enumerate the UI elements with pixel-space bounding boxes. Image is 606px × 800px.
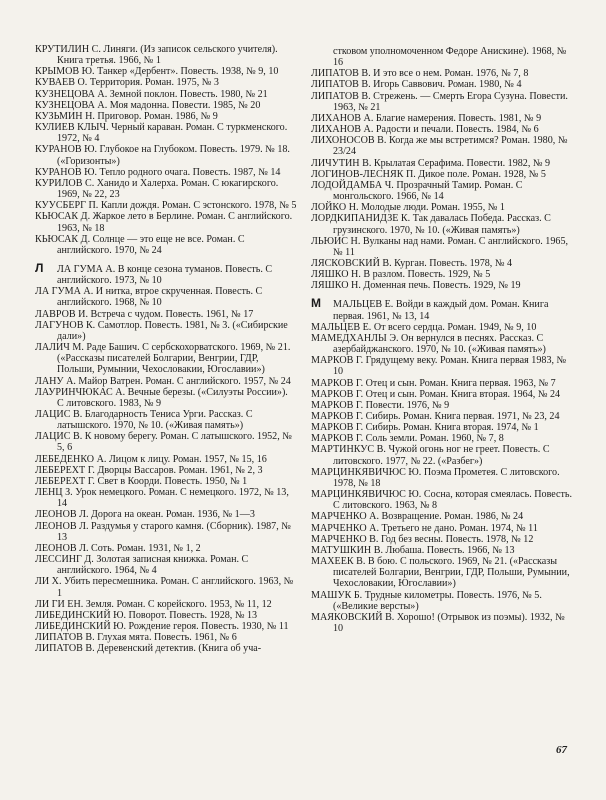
entry-text: КУВАЕВ О. Территория. Роман. 1975, № 3 [35,77,219,89]
section-letter: М [311,296,321,311]
index-entry [311,68,573,79]
index-entry [311,169,573,180]
index-entry [311,124,573,135]
entry-text: МАРКОВ Г. Повести. 1976, № 9 [311,399,450,411]
entry-text: КУЗЬМИН Н. Приговор. Роман. 1986, № 9 [35,110,218,122]
index-entry [35,643,297,654]
entry-text: МАРКОВ Г. Отец и сын. Роман. Книга вторая. 1964, № 24 [311,388,561,400]
index-entry [311,202,573,213]
entry-text: МАРКОВ Г. Сибирь. Роман. Книга первая. 1971, № 23, 24 [311,411,560,422]
entry-text: КРУТИЛИН С. Линяги. (Из записок сельского учителя). Книга третья. 1966, № 1 [35,44,278,67]
entry-text: ЛЕОНОВ Л. Раздумья у старого камня. (Сборник). 1987, № 13 [35,520,291,543]
index-entry [311,333,573,355]
index-entry [311,556,573,589]
index-entry [35,111,297,122]
index-entry [35,387,297,409]
entry-text: ЛОЙКО Н. Молодые люди. Роман. 1955, № 1 [311,202,505,214]
index-entry [311,91,573,113]
index-entry [311,467,573,489]
entry-text: ЛАЛИЧ М. Раде Башич. С сербскохорватского. 1969, № 21. («Рассказы писателей Болгарии, Венгрии, ГДР, Польши, Румынии, Чехословакии, Югославии») [35,342,291,376]
index-entry [35,178,297,200]
entry-text: КУЗНЕЦОВА А. Земной поклон. Повесть. 1980, № 21 [35,88,268,100]
section-letter: Л [35,260,44,275]
entry-text: ЛЕНЦ З. Урок немецкого. Роман. С немецкого. 1972, № 13, 14 [35,487,289,510]
index-entry [35,89,297,100]
index-entry [311,280,573,291]
entry-text: ЛИ ГИ ЕН. Земля. Роман. С корейского. 1953, № 11, 12 [35,598,272,610]
index-entry [35,122,297,144]
index-entry [35,465,297,476]
index-entry [311,213,573,235]
entry-text: ЛА ГУМА А. И нитка, втрое скрученная. Повесть. С английского. 1968, № 10 [35,286,263,309]
index-entry [35,211,297,233]
entry-text: ЛИ Х. Убить пересмешника. Роман. С английского. 1963, № 1 [35,576,294,599]
entry-text: стковом уполномоченном Федоре Анискине). 1968, № 16 [333,46,567,69]
index-entry [35,599,297,610]
index-entry [35,610,297,621]
index-entry [35,234,297,256]
index-entry [35,309,297,320]
entry-text: ЛЕБЕРЕХТ Г. Дворцы Вассаров. Роман. 1961, № 2, 3 [35,464,263,476]
index-entry [35,543,297,554]
entry-text: КУРИЛОВ С. Ханидо и Халерха. Роман. С юкагирского. 1969, № 22, 23 [35,177,279,201]
entry-text: ЛАЦИС В. К новому берегу. Роман. С латышского. 1952, № 5, 6 [35,431,292,454]
entry-text: ЛОДОЙДАМБА Ч. Прозрачный Тамир. Роман. С монгольского. 1966, № 14 [311,179,523,203]
index-entry [311,444,573,466]
index-entry [35,509,297,520]
index-entry [311,612,573,634]
index-entry [35,260,297,287]
index-entry [35,621,297,632]
entry-text: ЛЯШКО Н. Доменная печь. Повесть. 1929, № 19 [311,280,521,292]
entry-text: ЛИХАНОВ А. Благие намерения. Повесть. 1981, № 9 [311,112,542,124]
entry-text: МАРКОВ Г. Сибирь. Роман. Книга вторая. 1974, № 1 [311,422,539,434]
index-entry [311,258,573,269]
entry-text: ЛОРДКИПАНИДЗЕ К. Так давалась Победа. Рассказ. С грузинского. 1970, № 10. («Живая память») [311,213,551,236]
index-entry [311,400,573,411]
entry-text: МАЯКОВСКИЙ В. Хорошо! (Отрывок из поэмы). 1932, № 10 [311,611,565,634]
index-entry [35,476,297,487]
entry-text: ЛЯСКОВСКИЙ В. Курган. Повесть. 1978, № 4 [311,257,513,269]
entry-text: ЛЕОНОВ Л. Соть. Роман. 1931, № 1, 2 [35,542,201,554]
index-entry [311,269,573,280]
entry-text: ЛИПАТОВ В. Стрежень. — Смерть Егора Сузуна. Повести. 1963, № 21 [311,90,568,113]
entry-text: ЛИПАТОВ В. Глухая мята. Повесть. 1961, № 6 [35,632,237,644]
entry-text: МАТУШКИН В. Любаша. Повесть. 1966, № 13 [311,544,515,556]
index-entry [35,77,297,88]
entry-text: ЛИБЕДИНСКИЙ Ю. Поворот. Повесть. 1928, № 13 [35,609,258,621]
entry-text: ЛИПАТОВ В. Деревенский детектив. (Книга об уча- [35,643,262,655]
entry-text: КРЫМОВ Ю. Танкер «Дербент». Повесть. 1938, № 9, 10 [35,66,279,78]
entry-text: МАРКОВ Г. Отец и сын. Роман. Книга первая. 1963, № 7 [311,377,556,389]
index-entry [311,355,573,377]
index-entry [35,454,297,465]
index-entry [35,100,297,111]
entry-text: КУЗНЕЦОВА А. Моя мадонна. Повести. 1985, № 20 [35,99,261,111]
entry-text: ЛОГИНОВ-ЛЕСНЯК П. Дикое поле. Роман. 1928, № 5 [311,168,546,180]
entry-text: ЛЕССИНГ Д. Золотая записная книжка. Роман. С английского. 1964, № 4 [35,554,249,577]
entry-text: МАРКОВ Г. Грядущему веку. Роман. Книга первая 1983, № 10 [311,355,567,378]
entry-text: ЛЕОНОВ Л. Дорога на океан. Роман. 1936, № 1—3 [35,509,255,521]
index-entry [35,200,297,211]
entry-text: ЛИБЕДИНСКИЙ Ю. Рождение героя. Повесть. 1930, № 11 [35,620,289,632]
entry-text: ЛА ГУМА А. В конце сезона туманов. Повесть. С английского. 1973, № 10 [57,263,273,287]
entry-text: МАРТИНКУС В. Чужой огонь ног не греет. Повесть. С литовского. 1977, № 22. («Разбег») [311,444,550,467]
index-entry [35,44,297,66]
entry-text: КУРАНОВ Ю. Тепло родного очага. Повесть. 1987, № 14 [35,166,281,178]
entry-text: ЛЯШКО Н. В разлом. Повесть. 1929, № 5 [311,269,491,281]
index-entry [311,378,573,389]
index-entry [311,590,573,612]
index-entry [35,409,297,431]
entry-text: КЬЮСАК Д. Солнце — это еще не все. Роман. С английского. 1970, № 24 [35,233,245,256]
index-entry [35,554,297,576]
index-entry [35,576,297,598]
entry-text: ЛИПАТОВ В. И это все о нем. Роман. 1976, № 7, 8 [311,68,529,80]
index-entry [35,144,297,166]
entry-text: ЛЬЮИС Н. Вулканы над нами. Роман. С английского. 1965, № 11 [311,235,569,258]
index-entry [35,342,297,375]
index-entry [311,433,573,444]
index-entry [35,632,297,643]
entry-text: ЛИХАНОВ А. Радости и печали. Повесть. 1984, № 6 [311,124,539,136]
entry-text: ЛАЦИС В. Благодарность Тениса Урги. Рассказ. С латышского. 1970, № 10. («Живая память») [35,409,253,432]
page-number: 67 [556,744,567,756]
index-entry [311,113,573,124]
index-entry [311,489,573,511]
index-entry [35,431,297,453]
entry-text: МАЛЬЦЕВ Е. Войди в каждый дом. Роман. Книга первая. 1961, № 13, 14 [333,299,549,322]
index-entry [311,298,573,321]
entry-text: КУРАНОВ Ю. Глубокое на Глубоком. Повесть. 1979. № 18. («Горизонты») [35,144,290,167]
entry-text: ЛАНУ А. Майор Ватрен. Роман. С английского. 1957, № 24 [35,375,291,387]
index-entry [311,411,573,422]
entry-text: ЛИХОНОСОВ В. Когда же мы встретимся? Роман. 1980, № 23/24 [311,135,568,158]
entry-text: ЛАУРИНЧЮКАС А. Вечные березы. («Силуэты России»). С литовского. 1983, № 9 [35,386,288,409]
entry-text: МАРЦИНКЯВИЧЮС Ю. Поэма Прометея. С литовского. 1978, № 18 [311,466,560,489]
index-entry-continuation [311,46,573,68]
index-entry [311,534,573,545]
entry-text: МАМЕДХАНЛЫ Э. Он вернулся в песнях. Рассказ. С азербайджанского. 1970, № 10. («Живая память») [311,332,546,356]
entry-text: МАРЧЕНКО А. Возвращение. Роман. 1986, № 24 [311,511,524,523]
index-entry [35,286,297,308]
entry-text: ЛЕБЕДЕНКО А. Лицом к лицу. Роман. 1957, № 15, 16 [35,453,267,465]
index-entry [311,511,573,522]
entry-text: МАЛЬЦЕВ Е. От всего сердца. Роман. 1949, № 9, 10 [311,321,537,333]
entry-text: ЛАГУНОВ К. Самотлор. Повесть. 1981, № 3. («Сибирские дали») [35,319,288,342]
index-entry [35,320,297,342]
entry-text: МАРЦИНКЯВИЧЮС Ю. Сосна, которая смеялась. Повесть. С литовского. 1963, № 8 [311,489,573,512]
index-entry [35,487,297,509]
index-entry [311,545,573,556]
entry-text: ЛЕБЕРЕХТ Г. Свет в Коорди. Повесть. 1950, № 1 [35,475,248,487]
index-entry [35,521,297,543]
entry-text: МАРЧЕНКО В. Год без весны. Повесть. 1978, № 12 [311,533,534,545]
index-entry [311,389,573,400]
entry-text: МАХЕЕК В. В бою. С польского. 1969, № 21. («Рассказы писателей Болгарии, Венгрии, ГДР, Польши, Румынии, Чехословакии, Югославии») [311,556,570,590]
index-entry [311,523,573,534]
entry-text: ЛАВРОВ И. Встреча с чудом. Повесть. 1961, № 17 [35,308,254,320]
index-entry [311,180,573,202]
index-entry [311,79,573,90]
section-gap [35,256,297,263]
entry-text: КУЛИЕВ КЛЫЧ. Черный караван. Роман. С туркменского. 1972, № 4 [35,122,288,145]
index-entry [311,158,573,169]
entry-text: МАШУК Б. Трудные километры. Повесть. 1976, № 5. («Великие версты») [311,589,542,612]
index-entry [311,236,573,258]
entry-text: МАРЧЕНКО А. Третьего не дано. Роман. 1974, № 11 [311,522,538,534]
entry-text: ЛИЧУТИН В. Крылатая Серафима. Повести. 1982, № 9 [311,157,551,169]
index-column-right [311,46,573,634]
index-column-left [35,44,297,654]
index-entry [35,66,297,77]
entry-text: ЛИПАТОВ В. Игорь Саввович. Роман. 1980, № 4 [311,79,522,91]
index-entry [311,422,573,433]
entry-text: МАРКОВ Г. Соль земли. Роман. 1960, № 7, 8 [311,433,504,445]
entry-text: КЬЮСАК Д. Жаркое лето в Берлине. Роман. С английского. 1963, № 18 [35,211,293,234]
index-entry [35,167,297,178]
entry-text: КУУСБЕРГ П. Капли дождя. Роман. С эстонского. 1978, № 5 [35,200,297,212]
index-entry [311,322,573,333]
section-gap [311,291,573,298]
index-entry [311,135,573,157]
index-entry [35,376,297,387]
